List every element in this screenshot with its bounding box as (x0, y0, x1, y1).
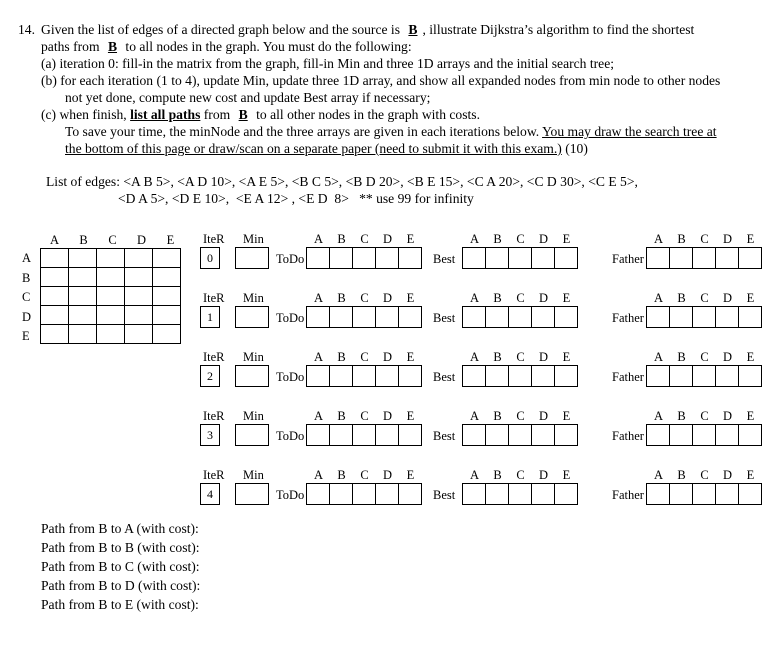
father-cell-b[interactable] (669, 247, 693, 269)
note-line-2 (65, 141, 588, 157)
todo-label: ToDo (276, 252, 305, 266)
matrix-cell[interactable] (41, 325, 69, 344)
matrix-cell[interactable] (69, 306, 97, 325)
path-b-to-b: Path from B to B (with cost): (41, 540, 200, 555)
best-col-c: C (516, 232, 525, 246)
best-col-b: B (493, 232, 502, 246)
matrix-row-a: A (22, 251, 32, 265)
father-col-e: E (746, 468, 755, 482)
todo-col-a: A (313, 291, 324, 305)
note-underlined-2: the bottom of this page or draw/scan on a separate paper (need to submit it with this exam.) (65, 141, 562, 156)
best-column-headers (463, 350, 578, 365)
father-cell-e[interactable] (738, 247, 762, 269)
iteration-number-box: 4 (200, 483, 220, 505)
father-col-a: A (653, 468, 664, 482)
note-line-1 (65, 124, 717, 140)
todo-cell-a[interactable] (306, 483, 330, 505)
father-cell-d[interactable] (715, 247, 739, 269)
father-cell-e[interactable] (738, 365, 762, 387)
todo-label: ToDo (276, 429, 305, 443)
father-col-b: B (677, 232, 686, 246)
father-column-headers (647, 232, 762, 247)
todo-col-b: B (337, 409, 346, 423)
path-b-to-d: Path from B to D (with cost): (41, 578, 201, 593)
matrix-cell[interactable] (41, 249, 69, 268)
best-col-b: B (493, 350, 502, 364)
father-cell-d[interactable] (715, 365, 739, 387)
todo-cell-d[interactable] (375, 247, 399, 269)
todo-col-a: A (313, 232, 324, 246)
note-pre: To save your time, the minNode and the three arrays are given in each iterations below. (65, 124, 540, 139)
best-cell-d[interactable] (531, 424, 555, 446)
best-cell-e[interactable] (554, 483, 578, 505)
todo-col-d: D (382, 350, 393, 364)
source-node-3: B (238, 107, 248, 122)
best-label: Best (433, 429, 456, 443)
father-cell-e[interactable] (738, 424, 762, 446)
father-col-a: A (653, 350, 664, 364)
todo-cell-c[interactable] (352, 306, 376, 328)
father-cell-c[interactable] (692, 247, 716, 269)
father-col-d: D (722, 468, 733, 482)
best-cell-b[interactable] (485, 424, 509, 446)
best-col-b: B (493, 468, 502, 482)
todo-col-c: C (360, 468, 369, 482)
todo-cell-a[interactable] (306, 247, 330, 269)
todo-col-a: A (313, 350, 324, 364)
todo-cell-d[interactable] (375, 306, 399, 328)
part-c (41, 107, 480, 123)
best-col-c: C (516, 291, 525, 305)
todo-col-b: B (337, 232, 346, 246)
father-col-d: D (722, 291, 733, 305)
todo-col-d: D (382, 232, 393, 246)
best-column-headers (463, 232, 578, 247)
todo-label: ToDo (276, 370, 305, 384)
best-array (462, 365, 577, 387)
todo-col-b: B (337, 291, 346, 305)
father-col-e: E (746, 232, 755, 246)
father-col-e: E (746, 409, 755, 423)
best-cell-a[interactable] (462, 306, 486, 328)
matrix-cell[interactable] (41, 287, 69, 306)
father-cell-d[interactable] (715, 306, 739, 328)
best-cell-b[interactable] (485, 247, 509, 269)
matrix-cell[interactable] (125, 325, 153, 344)
best-cell-d[interactable] (531, 483, 555, 505)
best-col-b: B (493, 409, 502, 423)
todo-cell-b[interactable] (329, 483, 353, 505)
matrix-cell[interactable] (41, 306, 69, 325)
matrix-row-d: D (22, 310, 32, 324)
todo-cell-e[interactable] (398, 424, 422, 446)
todo-label: ToDo (276, 488, 305, 502)
part-c-bold: list all paths (130, 107, 201, 122)
father-cell-e[interactable] (738, 306, 762, 328)
question-line-2 (41, 39, 412, 55)
todo-col-b: B (337, 350, 346, 364)
note-underlined-1: You may draw the search tree at (542, 124, 717, 139)
father-column-headers (647, 409, 762, 424)
best-array (462, 424, 577, 446)
todo-cell-a[interactable] (306, 424, 330, 446)
matrix-col-a: A (49, 233, 60, 247)
best-col-e: E (562, 232, 571, 246)
iteration-number-box: 1 (200, 306, 220, 328)
line2-pre: paths from (41, 39, 100, 54)
best-cell-c[interactable] (508, 365, 532, 387)
todo-array (306, 424, 421, 446)
min-label: Min (243, 409, 264, 423)
adjacency-matrix (40, 248, 181, 344)
father-column-headers (647, 291, 762, 306)
min-node-input[interactable] (235, 365, 269, 387)
todo-cell-e[interactable] (398, 247, 422, 269)
todo-array (306, 306, 421, 328)
todo-cell-e[interactable] (398, 365, 422, 387)
todo-cell-c[interactable] (352, 365, 376, 387)
todo-col-a: A (313, 468, 324, 482)
matrix-cell[interactable] (125, 306, 153, 325)
father-col-e: E (746, 291, 755, 305)
matrix-cell[interactable] (153, 287, 181, 306)
best-col-a: A (469, 409, 480, 423)
matrix-cell[interactable] (153, 249, 181, 268)
todo-cell-e[interactable] (398, 306, 422, 328)
father-col-b: B (677, 291, 686, 305)
matrix-cell[interactable] (153, 306, 181, 325)
todo-column-headers (307, 291, 422, 306)
matrix-cell[interactable] (97, 287, 125, 306)
father-cell-c[interactable] (692, 483, 716, 505)
matrix-cell[interactable] (69, 268, 97, 287)
father-array (646, 483, 761, 505)
best-col-b: B (493, 291, 502, 305)
matrix-cell[interactable] (97, 325, 125, 344)
path-b-to-e: Path from B to E (with cost): (41, 597, 199, 612)
part-c-post: to all other nodes in the graph with costs. (256, 107, 480, 122)
best-cell-c[interactable] (508, 306, 532, 328)
todo-array (306, 247, 421, 269)
best-cell-a[interactable] (462, 365, 486, 387)
min-label: Min (243, 291, 264, 305)
best-cell-a[interactable] (462, 247, 486, 269)
source-node: B (408, 22, 418, 37)
todo-array (306, 483, 421, 505)
best-col-c: C (516, 350, 525, 364)
father-cell-c[interactable] (692, 424, 716, 446)
father-col-c: C (700, 468, 709, 482)
path-b-to-a: Path from B to A (with cost): (41, 521, 199, 536)
father-cell-a[interactable] (646, 306, 670, 328)
father-label: Father (612, 488, 644, 502)
min-node-input[interactable] (235, 424, 269, 446)
iter-label: IteR (203, 350, 225, 364)
todo-col-d: D (382, 291, 393, 305)
matrix-col-e: E (166, 233, 175, 247)
father-col-d: D (722, 232, 733, 246)
matrix-col-c: C (108, 233, 117, 247)
father-label: Father (612, 252, 644, 266)
todo-column-headers (307, 232, 422, 247)
todo-cell-c[interactable] (352, 483, 376, 505)
best-col-d: D (538, 350, 549, 364)
todo-col-e: E (406, 409, 415, 423)
matrix-cell[interactable] (97, 306, 125, 325)
father-label: Father (612, 311, 644, 325)
father-col-a: A (653, 291, 664, 305)
todo-col-c: C (360, 291, 369, 305)
best-column-headers (463, 409, 578, 424)
best-column-headers (463, 291, 578, 306)
min-label: Min (243, 232, 264, 246)
best-cell-a[interactable] (462, 483, 486, 505)
father-column-headers (647, 468, 762, 483)
question-number: 14. (18, 22, 35, 37)
todo-cell-b[interactable] (329, 306, 353, 328)
best-cell-b[interactable] (485, 483, 509, 505)
best-cell-d[interactable] (531, 306, 555, 328)
part-a: (a) iteration 0: fill-in the matrix from the graph, fill-in Min and three 1D arrays and the initial search tree; (41, 56, 615, 71)
father-cell-b[interactable] (669, 424, 693, 446)
todo-col-e: E (406, 350, 415, 364)
best-col-e: E (562, 468, 571, 482)
matrix-row-b: B (22, 271, 31, 285)
matrix-row-e: E (22, 329, 30, 343)
min-node-input[interactable] (235, 483, 269, 505)
matrix-row-c: C (22, 290, 31, 304)
iter-label: IteR (203, 468, 225, 482)
matrix-cell[interactable] (69, 249, 97, 268)
best-cell-d[interactable] (531, 365, 555, 387)
matrix-col-d: D (136, 233, 147, 247)
best-array (462, 247, 577, 269)
best-col-d: D (538, 232, 549, 246)
matrix-cell[interactable] (97, 249, 125, 268)
father-cell-a[interactable] (646, 365, 670, 387)
best-col-d: D (538, 291, 549, 305)
line2-post: to all nodes in the graph. You must do the following: (125, 39, 412, 54)
father-cell-c[interactable] (692, 306, 716, 328)
min-node-input[interactable] (235, 306, 269, 328)
iter-label: IteR (203, 291, 225, 305)
todo-array (306, 365, 421, 387)
todo-cell-a[interactable] (306, 365, 330, 387)
father-col-d: D (722, 409, 733, 423)
todo-label: ToDo (276, 311, 305, 325)
todo-col-e: E (406, 468, 415, 482)
best-col-a: A (469, 468, 480, 482)
best-label: Best (433, 370, 456, 384)
best-cell-b[interactable] (485, 306, 509, 328)
todo-cell-c[interactable] (352, 247, 376, 269)
best-cell-e[interactable] (554, 365, 578, 387)
father-cell-a[interactable] (646, 247, 670, 269)
best-col-c: C (516, 468, 525, 482)
path-b-to-c: Path from B to C (with cost): (41, 559, 200, 574)
iteration-number-box: 2 (200, 365, 220, 387)
todo-column-headers (307, 468, 422, 483)
part-b-line-1: (b) for each iteration (1 to 4), update Min, update three 1D array, and show all expanded nodes from min node to other nodes (41, 73, 721, 88)
note-points: (10) (565, 141, 588, 156)
todo-col-d: D (382, 468, 393, 482)
father-cell-d[interactable] (715, 483, 739, 505)
iteration-number-box: 3 (200, 424, 220, 446)
father-col-e: E (746, 350, 755, 364)
best-label: Best (433, 488, 456, 502)
father-col-a: A (653, 232, 664, 246)
father-col-a: A (653, 409, 664, 423)
father-array (646, 365, 761, 387)
iter-label: IteR (203, 409, 225, 423)
best-cell-e[interactable] (554, 424, 578, 446)
todo-cell-d[interactable] (375, 424, 399, 446)
todo-col-e: E (406, 291, 415, 305)
matrix-cell[interactable] (153, 325, 181, 344)
best-cell-d[interactable] (531, 247, 555, 269)
father-cell-b[interactable] (669, 306, 693, 328)
best-label: Best (433, 252, 456, 266)
todo-cell-e[interactable] (398, 483, 422, 505)
matrix-cell[interactable] (41, 268, 69, 287)
father-col-c: C (700, 350, 709, 364)
father-array (646, 424, 761, 446)
father-col-d: D (722, 350, 733, 364)
father-cell-a[interactable] (646, 424, 670, 446)
best-col-e: E (562, 291, 571, 305)
best-array (462, 306, 577, 328)
father-array (646, 306, 761, 328)
part-b-line-2: not yet done, compute new cost and update Best array if necessary; (65, 90, 431, 105)
best-cell-c[interactable] (508, 424, 532, 446)
min-node-input[interactable] (235, 247, 269, 269)
matrix-cell[interactable] (69, 287, 97, 306)
todo-cell-d[interactable] (375, 483, 399, 505)
matrix-cell[interactable] (97, 268, 125, 287)
matrix-column-headers (40, 233, 185, 248)
matrix-cell[interactable] (69, 325, 97, 344)
todo-col-c: C (360, 409, 369, 423)
father-col-b: B (677, 409, 686, 423)
father-col-b: B (677, 468, 686, 482)
todo-col-c: C (360, 232, 369, 246)
todo-col-e: E (406, 232, 415, 246)
best-cell-e[interactable] (554, 306, 578, 328)
best-cell-c[interactable] (508, 483, 532, 505)
iter-label: IteR (203, 232, 225, 246)
todo-cell-b[interactable] (329, 424, 353, 446)
todo-col-a: A (313, 409, 324, 423)
best-cell-b[interactable] (485, 365, 509, 387)
part-c-pre: (c) when finish, (41, 107, 127, 122)
best-column-headers (463, 468, 578, 483)
father-cell-a[interactable] (646, 483, 670, 505)
father-array (646, 247, 761, 269)
source-node-2: B (107, 39, 118, 54)
father-label: Father (612, 429, 644, 443)
todo-cell-d[interactable] (375, 365, 399, 387)
father-col-c: C (700, 232, 709, 246)
father-col-c: C (700, 291, 709, 305)
father-col-c: C (700, 409, 709, 423)
todo-col-b: B (337, 468, 346, 482)
best-col-d: D (538, 409, 549, 423)
father-col-b: B (677, 350, 686, 364)
todo-cell-b[interactable] (329, 247, 353, 269)
matrix-cell[interactable] (125, 249, 153, 268)
best-col-e: E (562, 409, 571, 423)
father-cell-b[interactable] (669, 483, 693, 505)
father-cell-d[interactable] (715, 424, 739, 446)
matrix-cell[interactable] (125, 287, 153, 306)
todo-col-c: C (360, 350, 369, 364)
todo-column-headers (307, 350, 422, 365)
best-col-e: E (562, 350, 571, 364)
matrix-cell[interactable] (153, 268, 181, 287)
father-label: Father (612, 370, 644, 384)
best-cell-c[interactable] (508, 247, 532, 269)
line1-pre: Given the list of edges of a directed graph below and the source is (41, 22, 400, 37)
father-cell-c[interactable] (692, 365, 716, 387)
iteration-number-box: 0 (200, 247, 220, 269)
best-col-a: A (469, 291, 480, 305)
father-cell-e[interactable] (738, 483, 762, 505)
father-cell-b[interactable] (669, 365, 693, 387)
min-label: Min (243, 350, 264, 364)
edge-list-line-2: <D A 5>, <D E 10>, <E A 12> , <E D 8> ** use 99 for infinity (118, 191, 474, 206)
best-col-a: A (469, 350, 480, 364)
matrix-col-b: B (79, 233, 88, 247)
question-line-1 (41, 22, 694, 38)
todo-cell-b[interactable] (329, 365, 353, 387)
best-col-c: C (516, 409, 525, 423)
todo-cell-a[interactable] (306, 306, 330, 328)
part-c-mid: from (203, 107, 231, 122)
todo-col-d: D (382, 409, 393, 423)
edge-list-line-1: List of edges: <A B 5>, <A D 10>, <A E 5>, <B C 5>, <B D 20>, <B E 15>, <C A 20>, <C D 30>, <C E 5>, (46, 174, 638, 189)
best-col-a: A (469, 232, 480, 246)
best-array (462, 483, 577, 505)
todo-cell-c[interactable] (352, 424, 376, 446)
line1-post: , illustrate Dijkstra’s algorithm to find the shortest (422, 22, 695, 37)
best-label: Best (433, 311, 456, 325)
matrix-cell[interactable] (125, 268, 153, 287)
todo-column-headers (307, 409, 422, 424)
min-label: Min (243, 468, 264, 482)
best-col-d: D (538, 468, 549, 482)
best-cell-a[interactable] (462, 424, 486, 446)
father-column-headers (647, 350, 762, 365)
best-cell-e[interactable] (554, 247, 578, 269)
